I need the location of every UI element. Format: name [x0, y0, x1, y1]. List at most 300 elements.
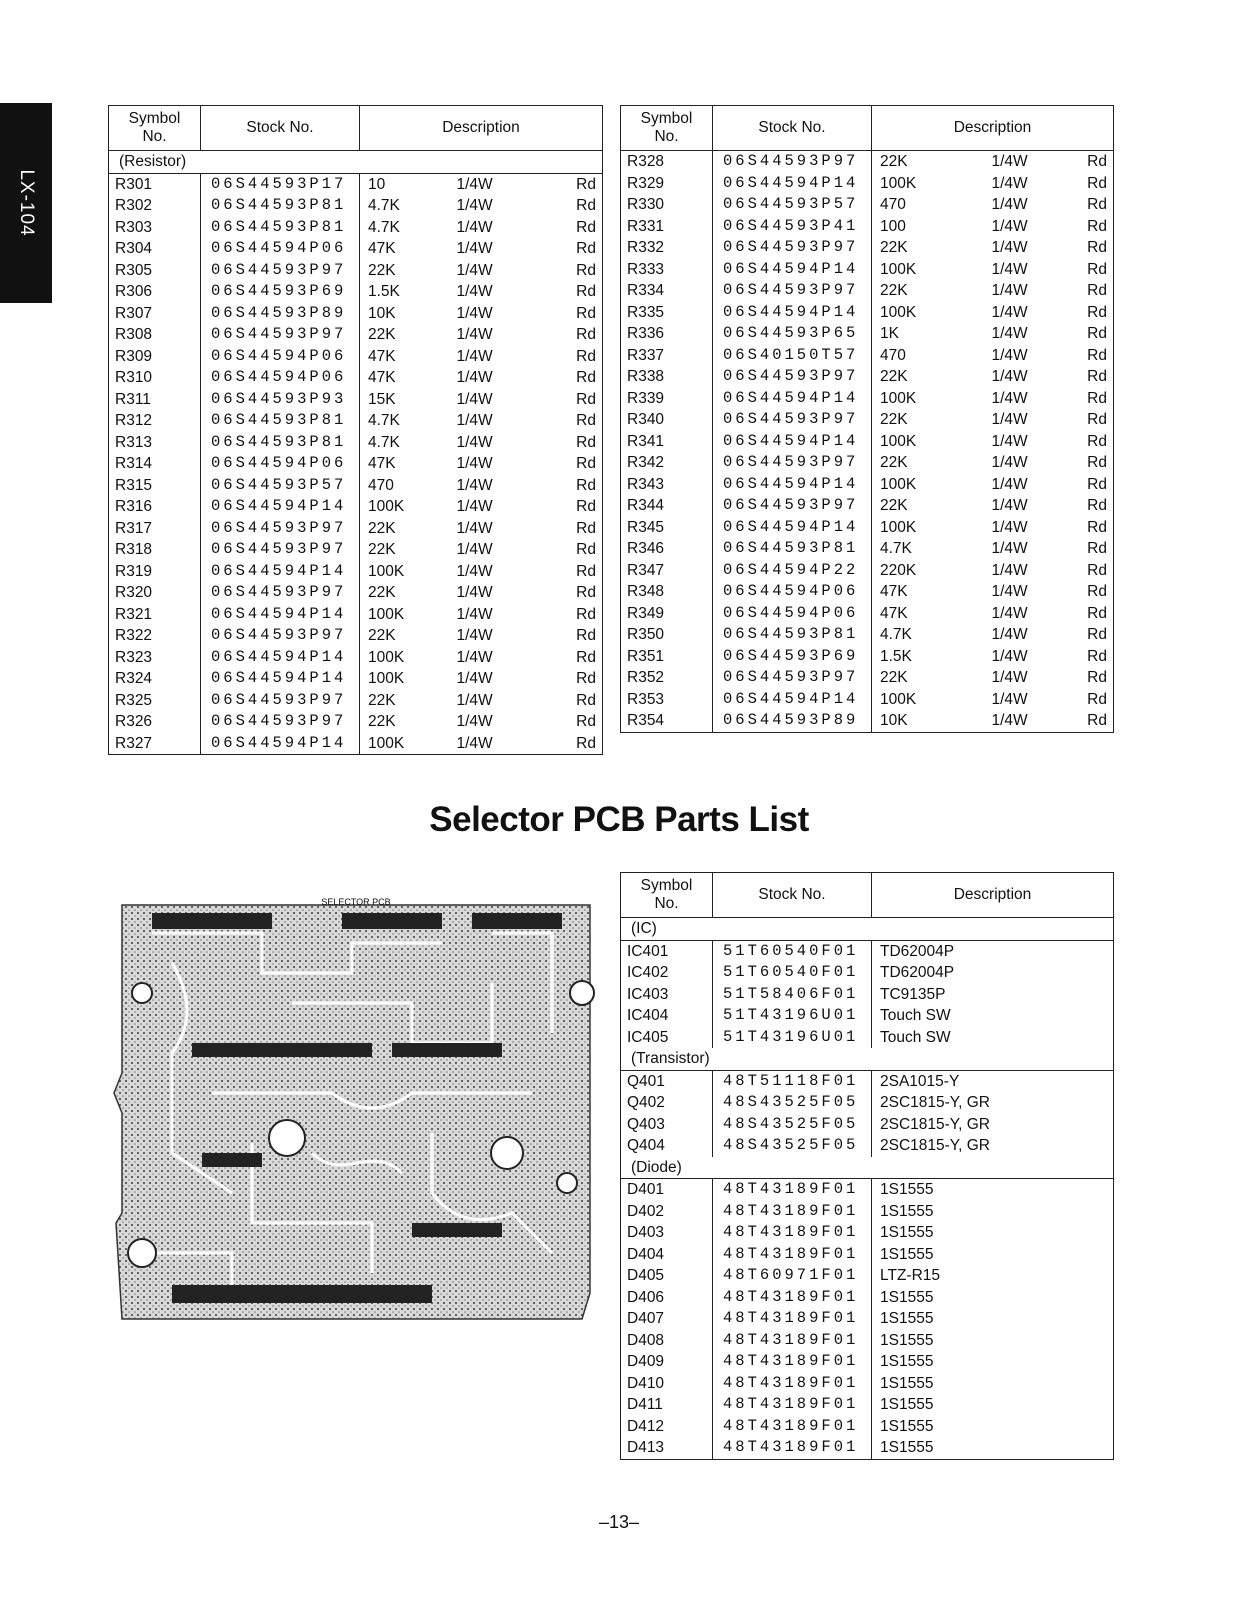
power-cell: 1/4W — [991, 303, 1028, 321]
stock-cell: 06S44594P14 — [713, 259, 872, 281]
section-title: Selector PCB Parts List — [429, 800, 809, 839]
stock-cell: 48T43189F01 — [713, 1222, 872, 1244]
table-row — [621, 237, 1114, 259]
power-cell: 1/4W — [991, 561, 1028, 579]
side-tab-label: LX-104 — [16, 169, 37, 237]
stock-cell: 06S44593P81 — [201, 432, 360, 454]
stock-cell: 06S44593P81 — [713, 624, 872, 646]
symbol-cell: Q401 — [621, 1070, 713, 1092]
table-row — [109, 475, 603, 497]
symbol-cell: R339 — [621, 388, 713, 410]
table-row — [109, 281, 603, 303]
table-row — [109, 647, 603, 669]
stock-cell: 48S43525F05 — [713, 1092, 872, 1114]
power-cell: 1/4W — [991, 325, 1028, 342]
category-label: (IC) — [621, 918, 1114, 941]
stock-cell: 06S44593P57 — [201, 475, 360, 497]
value-cell: 10K — [872, 710, 988, 732]
power-cell: 1/4W — [456, 605, 493, 623]
value-cell: 1.5K — [880, 647, 912, 665]
stock-cell: 06S44593P97 — [201, 539, 360, 561]
description-cell: Touch SW — [872, 1027, 1114, 1049]
power-cell: 1/4W — [991, 260, 1028, 278]
stock-cell: 06S40150T57 — [713, 345, 872, 367]
type-cell: Rd — [545, 410, 603, 432]
table-row — [621, 667, 1114, 689]
power-cell: 1/4W — [456, 369, 493, 386]
value-cell: 22K — [368, 519, 396, 537]
type-cell: Rd — [545, 518, 603, 540]
power-cell: 1/4W — [991, 239, 1028, 256]
type-cell: Rd — [545, 539, 603, 561]
symbol-cell: R319 — [109, 561, 201, 583]
power-cell: 1/4W — [456, 476, 493, 494]
category-row — [621, 1048, 1114, 1070]
stock-cell: 06S44594P06 — [201, 453, 360, 475]
table-row — [109, 690, 603, 712]
power-cell: 1/4W — [456, 390, 493, 408]
symbol-cell: IC404 — [621, 1005, 713, 1027]
symbol-cell: D407 — [621, 1308, 713, 1330]
table-header-row — [621, 106, 1114, 151]
table-row — [621, 452, 1114, 474]
description-cell: 1S1555 — [872, 1330, 1114, 1352]
stock-cell: 06S44594P14 — [713, 517, 872, 539]
type-cell: Rd — [545, 453, 603, 475]
power-cell: 1/4W — [456, 283, 493, 300]
table-row — [109, 733, 603, 755]
table-row — [109, 432, 603, 454]
type-cell: Rd — [1068, 280, 1114, 302]
table-row — [621, 1201, 1114, 1223]
value-cell: 10K — [368, 304, 396, 322]
stock-cell: 06S44593P69 — [713, 646, 872, 668]
stock-cell: 06S44594P14 — [201, 604, 360, 626]
value-cell: 47K — [368, 347, 396, 365]
table-row — [621, 1114, 1114, 1136]
side-tab — [0, 103, 52, 303]
type-cell: Rd — [545, 281, 603, 303]
category-label: (Transistor) — [621, 1048, 1114, 1070]
table-row — [109, 582, 603, 604]
table-row — [621, 646, 1114, 668]
type-cell: Rd — [1068, 302, 1114, 324]
value-cell: 100 — [880, 217, 906, 235]
power-cell: 1/4W — [456, 498, 493, 515]
table-row — [621, 151, 1114, 173]
table-row — [621, 1244, 1114, 1266]
symbol-cell: R340 — [621, 409, 713, 431]
table-row — [621, 1070, 1114, 1092]
table-row — [109, 711, 603, 733]
table-row — [621, 1351, 1114, 1373]
symbol-cell: Q402 — [621, 1092, 713, 1114]
power-cell: 1/4W — [991, 153, 1028, 170]
type-cell: Rd — [1068, 366, 1114, 388]
type-cell: Rd — [545, 668, 603, 690]
table-row — [109, 367, 603, 389]
value-cell: 100K — [880, 432, 917, 450]
symbol-cell: D402 — [621, 1201, 713, 1223]
symbol-cell: R332 — [621, 237, 713, 259]
table-row — [621, 603, 1114, 625]
stock-cell: 48S43525F05 — [713, 1135, 872, 1157]
type-cell: Rd — [1068, 667, 1114, 689]
power-cell: 1/4W — [991, 346, 1028, 364]
power-cell: 1/4W — [991, 475, 1028, 493]
symbol-cell: D411 — [621, 1394, 713, 1416]
power-cell: 1/4W — [991, 604, 1028, 622]
description-cell: Touch SW — [872, 1005, 1114, 1027]
symbol-cell: R308 — [109, 324, 201, 346]
table-row — [621, 560, 1114, 582]
value-cell: 10 — [368, 175, 386, 193]
symbol-cell: R341 — [621, 431, 713, 453]
symbol-cell: R346 — [621, 538, 713, 560]
value-cell: 470 — [880, 196, 906, 213]
stock-cell: 48T43189F01 — [713, 1330, 872, 1352]
symbol-cell: R303 — [109, 217, 201, 239]
type-cell: Rd — [1068, 259, 1114, 281]
power-cell: 1/4W — [456, 326, 493, 343]
type-cell: Rd — [545, 647, 603, 669]
symbol-cell: R329 — [621, 173, 713, 195]
page-number: –13– — [598, 1512, 640, 1532]
symbol-cell: R310 — [109, 367, 201, 389]
type-cell: Rd — [545, 733, 603, 755]
table-row — [621, 1179, 1114, 1201]
value-cell: 22K — [368, 326, 396, 343]
value-cell: 22K — [368, 261, 396, 279]
description-cell: 2SA1015-Y — [872, 1070, 1114, 1092]
power-cell: 1/4W — [988, 710, 1068, 732]
symbol-cell: IC403 — [621, 984, 713, 1006]
stock-cell: 06S44594P14 — [201, 496, 360, 518]
type-cell: Rd — [1068, 646, 1114, 668]
table-row — [621, 345, 1114, 367]
type-cell: Rd — [1068, 581, 1114, 603]
table-row — [109, 260, 603, 282]
value-cell: 100K — [368, 605, 405, 623]
stock-cell: 06S44593P81 — [201, 195, 360, 217]
description-cell: 2SC1815-Y, GR — [872, 1092, 1114, 1114]
value-cell: 4.7K — [368, 218, 400, 236]
power-cell: 1/4W — [456, 519, 493, 537]
description-cell: 1S1555 — [872, 1308, 1114, 1330]
value-cell: 22K — [880, 239, 908, 256]
stock-cell: 48T43189F01 — [713, 1394, 872, 1416]
power-cell: 1/4W — [991, 669, 1028, 686]
type-cell: Rd — [1068, 495, 1114, 517]
symbol-cell: R330 — [621, 194, 713, 216]
value-cell: 22K — [368, 691, 396, 709]
value-cell: 47K — [880, 604, 908, 622]
power-cell: 1/4W — [991, 626, 1028, 643]
symbol-cell: R335 — [621, 302, 713, 324]
stock-cell: 06S44593P89 — [713, 710, 872, 732]
stock-cell: 51T43196U01 — [713, 1027, 872, 1049]
symbol-cell: R317 — [109, 518, 201, 540]
table-row — [621, 366, 1114, 388]
table-header-row — [621, 873, 1114, 918]
type-cell: Rd — [1068, 452, 1114, 474]
stock-cell: 06S44593P97 — [201, 582, 360, 604]
pcb-board-drawing — [112, 893, 600, 1328]
type-cell: Rd — [1068, 538, 1114, 560]
power-cell: 1/4W — [453, 733, 545, 755]
value-cell: 22K — [880, 497, 908, 514]
symbol-cell: R324 — [109, 668, 201, 690]
description-cell: 1S1555 — [872, 1416, 1114, 1438]
stock-cell: 48T43189F01 — [713, 1373, 872, 1395]
table-row — [621, 1005, 1114, 1027]
power-cell: 1/4W — [456, 648, 493, 666]
stock-cell: 06S44593P97 — [201, 690, 360, 712]
type-cell: Rd — [1068, 194, 1114, 216]
stock-cell: 48T43189F01 — [713, 1244, 872, 1266]
symbol-cell: R336 — [621, 323, 713, 345]
stock-cell: 06S44593P17 — [201, 173, 360, 195]
type-cell: Rd — [1068, 710, 1114, 732]
value-cell: 100K — [880, 260, 917, 278]
power-cell: 1/4W — [991, 583, 1028, 600]
symbol-cell: R348 — [621, 581, 713, 603]
symbol-cell: R302 — [109, 195, 201, 217]
stock-cell: 06S44593P97 — [201, 625, 360, 647]
stock-cell: 06S44593P97 — [713, 237, 872, 259]
table-row — [621, 689, 1114, 711]
table-row — [621, 1330, 1114, 1352]
table-row — [109, 195, 603, 217]
table-row — [621, 431, 1114, 453]
stock-cell: 48T51118F01 — [713, 1070, 872, 1092]
type-cell: Rd — [1068, 323, 1114, 345]
type-cell: Rd — [1068, 345, 1114, 367]
value-cell: 4.7K — [368, 197, 400, 214]
type-cell: Rd — [1068, 560, 1114, 582]
table-row — [621, 409, 1114, 431]
symbol-cell: D409 — [621, 1351, 713, 1373]
symbol-cell: R345 — [621, 517, 713, 539]
table-row — [621, 962, 1114, 984]
type-cell: Rd — [545, 367, 603, 389]
stock-cell: 06S44593P97 — [713, 495, 872, 517]
value-cell: 22K — [368, 584, 396, 601]
description-cell: 1S1555 — [872, 1244, 1114, 1266]
table-row — [621, 194, 1114, 216]
symbol-cell: R350 — [621, 624, 713, 646]
description-cell: 1S1555 — [872, 1222, 1114, 1244]
table-row — [621, 1416, 1114, 1438]
power-cell: 1/4W — [456, 218, 493, 236]
value-cell: 22K — [880, 454, 908, 471]
symbol-cell: R309 — [109, 346, 201, 368]
symbol-cell: R338 — [621, 366, 713, 388]
symbol-cell: R342 — [621, 452, 713, 474]
type-cell: Rd — [545, 303, 603, 325]
value-cell: 470 — [880, 346, 906, 364]
table-row — [621, 1287, 1114, 1309]
value-cell: 100K — [368, 670, 405, 687]
type-cell: Rd — [1068, 431, 1114, 453]
stock-cell: 06S44593P81 — [201, 217, 360, 239]
selector-parts-table — [620, 872, 1114, 1460]
table-row — [621, 1265, 1114, 1287]
description-header: Description — [360, 106, 603, 151]
description-cell: 1S1555 — [872, 1373, 1114, 1395]
stock-cell: 06S44593P97 — [713, 366, 872, 388]
symbol-cell: R304 — [109, 238, 201, 260]
value-cell: 100K — [368, 648, 405, 666]
stock-cell: 06S44594P14 — [713, 302, 872, 324]
type-cell: Rd — [545, 173, 603, 195]
type-cell: Rd — [1068, 474, 1114, 496]
table-row — [621, 1394, 1114, 1416]
stock-cell: 48T43189F01 — [713, 1287, 872, 1309]
category-label: (Resistor) — [109, 151, 603, 174]
table-row — [621, 323, 1114, 345]
value-cell: 100K — [880, 475, 917, 493]
symbol-cell: R343 — [621, 474, 713, 496]
type-cell: Rd — [545, 690, 603, 712]
stock-cell: 06S44594P06 — [201, 238, 360, 260]
type-cell: Rd — [545, 475, 603, 497]
table-row — [109, 453, 603, 475]
stock-cell: 06S44593P97 — [201, 260, 360, 282]
stock-cell: 06S44594P06 — [713, 581, 872, 603]
symbol-cell: R328 — [621, 151, 713, 173]
stock-cell: 06S44593P69 — [201, 281, 360, 303]
stock-cell: 06S44594P14 — [713, 689, 872, 711]
symbol-cell: R353 — [621, 689, 713, 711]
symbol-cell: R305 — [109, 260, 201, 282]
stock-cell: 06S44594P14 — [201, 647, 360, 669]
table-row — [621, 710, 1114, 732]
symbol-cell: D408 — [621, 1330, 713, 1352]
stock-cell: 06S44593P81 — [713, 538, 872, 560]
power-cell: 1/4W — [991, 690, 1028, 708]
table-row — [621, 940, 1114, 962]
power-cell: 1/4W — [456, 433, 493, 451]
stock-header: Stock No. — [713, 106, 872, 151]
power-cell: 1/4W — [991, 411, 1028, 428]
symbol-cell: R354 — [621, 710, 713, 732]
symbol-header: Symbol No. — [109, 106, 201, 151]
value-cell: 4.7K — [368, 433, 400, 451]
value-cell: 22K — [880, 153, 908, 170]
type-cell: Rd — [545, 432, 603, 454]
stock-header: Stock No. — [713, 873, 872, 918]
description-cell: TD62004P — [872, 940, 1114, 962]
description-cell: 1S1555 — [872, 1351, 1114, 1373]
table-row — [109, 238, 603, 260]
table-row — [621, 173, 1114, 195]
power-cell: 1/4W — [991, 647, 1028, 665]
value-cell: 22K — [368, 713, 396, 730]
symbol-cell: IC401 — [621, 940, 713, 962]
stock-cell: 48T43189F01 — [713, 1179, 872, 1201]
power-cell: 1/4W — [991, 368, 1028, 385]
symbol-cell: D403 — [621, 1222, 713, 1244]
symbol-cell: R316 — [109, 496, 201, 518]
table-header-row — [109, 106, 603, 151]
table-row — [621, 259, 1114, 281]
value-cell: 1K — [880, 325, 899, 342]
stock-cell: 48T43189F01 — [713, 1308, 872, 1330]
value-cell: 22K — [880, 411, 908, 428]
symbol-cell: R352 — [621, 667, 713, 689]
symbol-header: Symbol No. — [621, 873, 713, 918]
table-row — [621, 1308, 1114, 1330]
power-cell: 1/4W — [991, 518, 1028, 536]
table-row — [109, 561, 603, 583]
value-cell: 47K — [368, 240, 396, 257]
power-cell: 1/4W — [456, 627, 493, 644]
stock-cell: 51T43196U01 — [713, 1005, 872, 1027]
symbol-cell: D410 — [621, 1373, 713, 1395]
value-cell: 22K — [880, 282, 908, 299]
description-cell: LTZ-R15 — [872, 1265, 1114, 1287]
type-cell: Rd — [1068, 409, 1114, 431]
value-cell: 22K — [368, 541, 396, 558]
description-header: Description — [872, 106, 1114, 151]
table-row — [109, 518, 603, 540]
stock-cell: 06S44594P06 — [201, 367, 360, 389]
symbol-cell: D401 — [621, 1179, 713, 1201]
stock-cell: 06S44593P65 — [713, 323, 872, 345]
table-row — [109, 173, 603, 195]
symbol-cell: R337 — [621, 345, 713, 367]
symbol-cell: R306 — [109, 281, 201, 303]
symbol-cell: R322 — [109, 625, 201, 647]
stock-cell: 06S44594P14 — [201, 733, 360, 755]
description-cell: 1S1555 — [872, 1394, 1114, 1416]
table-row — [621, 280, 1114, 302]
stock-cell: 48T60971F01 — [713, 1265, 872, 1287]
table-row — [621, 1027, 1114, 1049]
value-cell: 100K — [368, 498, 405, 515]
power-cell: 1/4W — [456, 240, 493, 257]
power-cell: 1/4W — [991, 174, 1028, 192]
symbol-cell: D404 — [621, 1244, 713, 1266]
stock-cell: 51T60540F01 — [713, 940, 872, 962]
table-row — [621, 474, 1114, 496]
symbol-cell: R326 — [109, 711, 201, 733]
stock-cell: 06S44593P97 — [713, 452, 872, 474]
resistor-table-left — [108, 105, 603, 755]
value-cell: 15K — [368, 390, 396, 408]
table-row — [621, 581, 1114, 603]
stock-cell: 06S44593P97 — [713, 151, 872, 173]
symbol-cell: R315 — [109, 475, 201, 497]
stock-cell: 06S44594P06 — [713, 603, 872, 625]
symbol-cell: D406 — [621, 1287, 713, 1309]
symbol-cell: IC402 — [621, 962, 713, 984]
symbol-cell: R301 — [109, 173, 201, 195]
value-cell: 100K — [880, 690, 917, 708]
symbol-header: Symbol No. — [621, 106, 713, 151]
type-cell: Rd — [1068, 517, 1114, 539]
type-cell: Rd — [1068, 173, 1114, 195]
table-row — [109, 410, 603, 432]
value-cell: 220K — [880, 561, 917, 579]
symbol-cell: R347 — [621, 560, 713, 582]
symbol-cell: R318 — [109, 539, 201, 561]
symbol-cell: R312 — [109, 410, 201, 432]
type-cell: Rd — [545, 324, 603, 346]
symbol-cell: R351 — [621, 646, 713, 668]
description-cell: 1S1555 — [872, 1179, 1114, 1201]
